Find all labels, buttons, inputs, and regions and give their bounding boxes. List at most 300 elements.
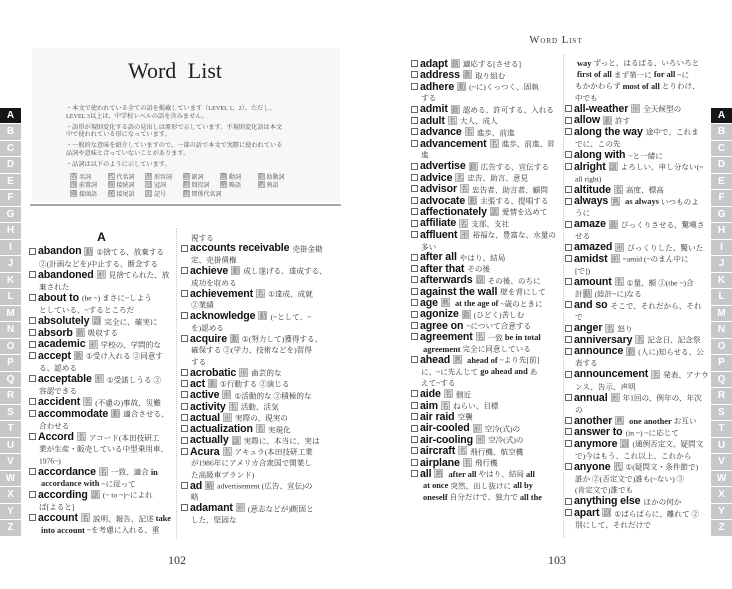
checkbox[interactable] <box>29 341 36 348</box>
headword: accounts receivable <box>190 242 290 255</box>
headword: another <box>574 414 613 427</box>
checkbox[interactable] <box>411 174 418 181</box>
thumb-tab-t[interactable]: T <box>711 421 732 438</box>
word-entry <box>565 150 711 162</box>
thumb-tab-x[interactable]: X <box>0 487 21 504</box>
checkbox[interactable] <box>411 402 418 409</box>
definition-text: 全天候型の <box>643 104 682 114</box>
page-number: 103 <box>548 553 566 567</box>
thumb-tab-o[interactable]: O <box>0 339 21 356</box>
legend-label: 関係代名詞 <box>191 191 222 198</box>
checkbox[interactable] <box>411 311 418 318</box>
phrase-text: ahead of <box>467 356 498 365</box>
checkbox[interactable] <box>29 514 36 521</box>
thumb-tab-c[interactable]: C <box>0 141 21 158</box>
checkbox[interactable] <box>565 428 572 435</box>
entry-line <box>181 367 339 378</box>
pos-badge: 動 <box>75 353 82 361</box>
thumb-tab-k[interactable]: K <box>711 273 732 290</box>
thumb-tab-f[interactable]: F <box>0 190 21 207</box>
definition-text: 棄された <box>39 282 70 292</box>
word-column-3 <box>411 58 563 502</box>
checkbox[interactable] <box>411 60 418 67</box>
thumb-tab-m[interactable]: M <box>0 306 21 323</box>
headword: all <box>420 467 432 480</box>
definition-text: ~と一緒に <box>628 151 663 161</box>
thumb-tab-g[interactable]: G <box>0 207 21 224</box>
checkbox[interactable] <box>29 271 36 278</box>
thumb-tab-q[interactable]: Q <box>0 372 21 389</box>
checkbox[interactable] <box>565 417 572 424</box>
thumb-tab-o[interactable]: O <box>711 339 732 356</box>
entry-line <box>565 300 711 312</box>
checkbox[interactable] <box>565 371 572 378</box>
entry-line <box>411 434 563 445</box>
entry-line <box>411 252 563 263</box>
definition-text: 略 <box>191 492 199 502</box>
headword: air raid <box>420 410 455 423</box>
thumb-tab-u[interactable]: U <box>0 438 21 455</box>
entry-line <box>29 269 174 281</box>
checkbox[interactable] <box>181 312 188 319</box>
checkbox[interactable] <box>565 244 572 251</box>
legend-label: 略語 <box>229 183 242 190</box>
word-entry <box>29 246 174 269</box>
thumb-tab-a[interactable]: A <box>0 108 21 125</box>
headword: ad <box>190 479 203 492</box>
definition-text: もかかわらず <box>575 81 621 91</box>
entry-line <box>181 356 339 367</box>
legend-item <box>145 189 183 198</box>
headword: account <box>38 512 78 525</box>
checkbox[interactable] <box>181 391 188 398</box>
checkbox[interactable] <box>411 299 418 306</box>
checkbox[interactable] <box>565 105 572 112</box>
entry-line <box>411 366 563 377</box>
checkbox[interactable] <box>411 254 418 261</box>
checkbox[interactable] <box>181 504 188 511</box>
definition-text: advertisement (広告、宣伝)の <box>217 481 313 491</box>
headword: amount <box>574 276 612 289</box>
definition-text: する <box>191 357 207 367</box>
checkbox[interactable] <box>29 491 36 498</box>
definition-text: 合わせる <box>39 421 70 431</box>
checkbox[interactable] <box>181 267 188 274</box>
intro-paragraph <box>66 161 306 169</box>
entry-line <box>29 304 174 316</box>
word-entry <box>29 489 174 512</box>
headword: actual <box>190 411 221 424</box>
checkbox[interactable] <box>565 255 572 262</box>
word-entry <box>411 229 563 252</box>
intro-line: ・語形が規則変化する語の見出しは原形で示しています。不規則変化語は本文 <box>66 123 283 131</box>
entry-line <box>411 320 563 331</box>
headword: actualization <box>190 423 253 436</box>
definition-text: を)認める <box>191 323 224 333</box>
headword: adapt <box>420 57 448 70</box>
headword: affluent <box>420 228 458 241</box>
legend-label: 接頭語 <box>79 191 98 198</box>
pos-badge: 形 <box>473 425 481 433</box>
definition-text: (肯定文で)誰でも <box>575 485 634 495</box>
phrase-text: into account <box>41 525 85 535</box>
checkbox[interactable] <box>411 470 418 477</box>
checkbox[interactable] <box>29 468 36 475</box>
checkbox[interactable] <box>411 276 418 283</box>
thumb-tab-j[interactable]: J <box>0 256 21 273</box>
checkbox[interactable] <box>181 245 188 252</box>
entry-line <box>411 149 563 160</box>
pos-badge: 熟 <box>612 198 619 206</box>
checkbox[interactable] <box>181 482 188 489</box>
checkbox[interactable] <box>29 410 36 417</box>
pos-badge: 副 <box>491 209 498 217</box>
entry-line <box>411 58 563 69</box>
definition-text: (人に)知らせる、公 <box>638 347 704 357</box>
thumb-tab-z[interactable]: Z <box>711 520 732 537</box>
word-entry <box>565 300 711 323</box>
entry-line <box>411 81 563 92</box>
definition-text: 支部、支社 <box>471 219 510 229</box>
entry-line <box>565 473 711 485</box>
word-entry <box>565 219 711 242</box>
legend-label: 記号 <box>154 191 167 198</box>
definition-text: そこで、それだから、それ <box>610 301 702 311</box>
checkbox[interactable] <box>29 317 36 324</box>
page-number: 102 <box>168 553 186 567</box>
thumb-tab-r[interactable]: R <box>0 388 21 405</box>
checkbox[interactable] <box>411 447 418 454</box>
entry-line <box>181 514 339 525</box>
checkbox[interactable] <box>181 448 188 455</box>
definition-text: 適合させる、 <box>123 409 169 419</box>
definition-text: アキュラ(本田技研工業 <box>234 447 313 457</box>
pos-badge: 形 <box>146 173 152 180</box>
thumb-tab-y[interactable]: Y <box>0 504 21 521</box>
word-column-1 <box>29 246 174 536</box>
word-column-2 <box>181 232 339 526</box>
checkbox[interactable] <box>181 380 188 387</box>
definition-text: 認める、許可する、入れる <box>462 105 554 115</box>
entry-line <box>411 92 563 103</box>
thumb-tab-l[interactable]: L <box>0 289 21 306</box>
entry-line <box>411 70 563 81</box>
checkbox[interactable] <box>565 336 572 343</box>
thumb-tab-y[interactable]: Y <box>711 504 732 521</box>
checkbox[interactable] <box>411 185 418 192</box>
entry-line <box>181 503 339 514</box>
pos-badge: 動 <box>209 381 216 389</box>
definition-text: 空冷(式)の <box>484 424 521 434</box>
checkbox[interactable] <box>565 301 572 308</box>
definition-text: 突然、出し抜けに <box>450 481 512 491</box>
checkbox[interactable] <box>411 231 418 238</box>
definition-text: た高級車ブランド) <box>191 470 255 480</box>
thumb-tab-n[interactable]: N <box>0 322 21 339</box>
checkbox[interactable] <box>29 294 36 301</box>
checkbox[interactable] <box>565 498 572 505</box>
legend-item <box>70 189 108 198</box>
definition-text: した、堅固な <box>191 515 237 525</box>
legend-label: 副詞 <box>191 174 204 181</box>
headword: alright <box>574 160 606 173</box>
checkbox[interactable] <box>565 463 572 470</box>
checkbox[interactable] <box>411 208 418 215</box>
pos-badge: 冠 <box>146 182 152 189</box>
definition-text: の <box>575 405 583 415</box>
headword: answer to <box>574 426 623 439</box>
entry-line <box>411 104 563 115</box>
word-entry <box>181 424 339 435</box>
pos-badge: 副 <box>609 163 617 171</box>
entry-line <box>29 432 174 444</box>
word-entry <box>411 332 563 355</box>
phrase-text: all the <box>519 492 542 502</box>
legend-item <box>183 189 221 198</box>
headword: advancement <box>420 137 487 150</box>
checkbox[interactable] <box>411 413 418 420</box>
thumb-tab-q[interactable]: Q <box>711 372 732 389</box>
headword: absolutely <box>38 315 90 328</box>
definition-text: ~に <box>677 70 690 80</box>
pos-badge: 形 <box>97 271 105 279</box>
headword: about to <box>38 291 79 304</box>
definition-text: 確保する ②(学力、技術などを)習得 <box>191 346 312 356</box>
thumb-tab-x[interactable]: X <box>711 487 732 504</box>
thumb-tab-n[interactable]: N <box>711 322 732 339</box>
thumb-tab-s[interactable]: S <box>0 405 21 422</box>
checkbox[interactable] <box>411 459 418 466</box>
checkbox[interactable] <box>565 440 572 447</box>
definition-text: 広告する、宣伝する <box>480 162 549 172</box>
entry-line <box>565 415 711 427</box>
word-entry <box>565 242 711 254</box>
thumb-tab-a[interactable]: A <box>711 108 732 125</box>
intro-paragraph <box>66 105 306 121</box>
thumb-tab-w[interactable]: W <box>711 471 732 488</box>
headword: always <box>574 195 609 208</box>
thumb-tab-l[interactable]: L <box>711 289 732 306</box>
definition-text: (通例否定文、疑問文 <box>632 439 704 449</box>
checkbox[interactable] <box>565 151 572 158</box>
word-entry <box>411 298 563 309</box>
phrase-text: as always <box>625 197 659 207</box>
pos-badge: 名 <box>461 186 468 194</box>
phrase-text: oneself <box>423 492 448 502</box>
thumb-tab-b[interactable]: B <box>711 124 732 141</box>
headword: amaze <box>574 218 606 231</box>
headword: advisor <box>420 183 457 196</box>
checkbox[interactable] <box>565 348 572 355</box>
checkbox[interactable] <box>411 425 418 432</box>
thumb-tab-e[interactable]: E <box>711 174 732 191</box>
checkbox[interactable] <box>565 117 572 124</box>
checkbox[interactable] <box>181 290 188 297</box>
thumb-tab-b[interactable]: B <box>0 124 21 141</box>
entry-line <box>181 469 339 480</box>
thumb-tab-i[interactable]: I <box>0 240 21 257</box>
checkbox[interactable] <box>181 437 188 444</box>
thumb-tab-s[interactable]: S <box>711 405 732 422</box>
headword: aim <box>420 399 438 412</box>
word-entry <box>181 435 339 446</box>
checkbox[interactable] <box>411 106 418 113</box>
word-entry <box>565 161 711 184</box>
legend-label: 熟語 <box>266 183 279 190</box>
definition-text: ②業績 <box>191 300 214 310</box>
entry-line <box>565 404 711 416</box>
word-entry <box>411 468 563 502</box>
definition-text: ②(計画などを)中止する、断念する <box>39 259 158 269</box>
checkbox[interactable] <box>411 390 418 397</box>
checkbox[interactable] <box>411 265 418 272</box>
entry-line <box>29 385 174 397</box>
checkbox[interactable] <box>411 197 418 204</box>
headword: announce <box>574 345 624 358</box>
thumb-tab-t[interactable]: T <box>0 421 21 438</box>
thumb-tab-h[interactable]: H <box>0 223 21 240</box>
checkbox[interactable] <box>565 186 572 193</box>
definition-text: 1976~) <box>39 456 61 466</box>
checkbox[interactable] <box>181 403 188 410</box>
thumb-tab-j[interactable]: J <box>711 256 732 273</box>
entry-line <box>29 501 174 513</box>
thumb-tab-g[interactable]: G <box>711 207 732 224</box>
word-entry <box>411 400 563 411</box>
checkbox[interactable] <box>411 117 418 124</box>
checkbox[interactable] <box>565 221 572 228</box>
entry-line <box>29 397 174 409</box>
entry-line <box>29 246 174 258</box>
headword: admit <box>420 103 448 116</box>
entry-line <box>411 218 563 229</box>
headword: active <box>190 389 220 402</box>
pos-badge: 名 <box>460 220 467 228</box>
checkbox[interactable] <box>29 352 36 359</box>
word-entry <box>565 334 711 346</box>
thumb-tab-h[interactable]: H <box>711 223 732 240</box>
headword: apart <box>574 506 600 519</box>
checkbox[interactable] <box>411 140 418 147</box>
checkbox[interactable] <box>411 220 418 227</box>
entry-line <box>565 138 711 150</box>
headword: address <box>420 69 460 82</box>
entry-line <box>565 230 711 242</box>
legend-label: 前置詞 <box>79 183 98 190</box>
entry-line <box>181 299 339 310</box>
thumb-tab-p[interactable]: P <box>711 355 732 372</box>
thumb-tab-k[interactable]: K <box>0 273 21 290</box>
checkbox[interactable] <box>411 356 418 363</box>
word-entry <box>29 432 174 467</box>
checkbox[interactable] <box>411 322 418 329</box>
checkbox[interactable] <box>29 433 36 440</box>
word-entry <box>565 323 711 335</box>
thumb-tab-v[interactable]: V <box>0 454 21 471</box>
checkbox[interactable] <box>565 198 572 205</box>
checkbox[interactable] <box>411 288 418 295</box>
checkbox[interactable] <box>411 333 418 340</box>
entry-line <box>565 196 711 208</box>
entry-line <box>29 316 174 328</box>
thumb-tab-d[interactable]: D <box>0 157 21 174</box>
checkbox[interactable] <box>411 83 418 90</box>
checkbox[interactable] <box>29 329 36 336</box>
definition-text: all right) <box>575 174 602 184</box>
thumb-tab-u[interactable]: U <box>711 438 732 455</box>
headword: abandon <box>38 245 82 258</box>
entry-line <box>181 401 339 412</box>
definition-text: (意志などが)断固と <box>247 504 314 514</box>
entry-line <box>411 229 563 240</box>
thumb-tab-d[interactable]: D <box>711 157 732 174</box>
pos-badge: 形 <box>95 376 103 384</box>
headword: anything else <box>574 495 641 508</box>
word-entry <box>411 115 563 126</box>
thumb-tab-e[interactable]: E <box>0 174 21 191</box>
checkbox[interactable] <box>411 128 418 135</box>
thumb-tab-z[interactable]: Z <box>0 520 21 537</box>
pos-badge: 前 <box>71 182 77 189</box>
checkbox[interactable] <box>411 436 418 443</box>
entry-line <box>565 150 711 162</box>
checkbox[interactable] <box>565 278 572 285</box>
definition-text: その後 <box>467 264 491 274</box>
checkbox[interactable] <box>565 163 572 170</box>
thumb-tab-c[interactable]: C <box>711 141 732 158</box>
checkbox[interactable] <box>181 369 188 376</box>
definition-text: 視する <box>191 233 214 243</box>
thumb-tab-m[interactable]: M <box>711 306 732 323</box>
entry-line <box>565 519 711 531</box>
legend-label: 形容詞 <box>154 174 173 181</box>
thumb-tab-w[interactable]: W <box>0 471 21 488</box>
headword: accept <box>38 349 71 362</box>
checkbox[interactable] <box>29 375 36 382</box>
thumb-tab-p[interactable]: P <box>0 355 21 372</box>
checkbox[interactable] <box>411 71 418 78</box>
thumb-tab-r[interactable]: R <box>711 388 732 405</box>
pos-badge: 熟 <box>258 182 264 189</box>
checkbox[interactable] <box>565 325 572 332</box>
pos-badge: 動 <box>627 348 635 356</box>
checkbox[interactable] <box>181 414 188 421</box>
checkbox[interactable] <box>411 163 418 170</box>
checkbox[interactable] <box>565 509 572 516</box>
pos-badge: 形 <box>224 415 231 422</box>
thumb-tab-i[interactable]: I <box>711 240 732 257</box>
checkbox[interactable] <box>29 248 36 255</box>
entry-line <box>181 378 339 389</box>
checkbox[interactable] <box>565 394 572 401</box>
definition-text: 完全に同意している <box>462 344 531 354</box>
checkbox[interactable] <box>181 425 188 432</box>
definition-text: いつものよ <box>660 197 699 207</box>
definition-text: やはり、結局 <box>459 253 506 263</box>
definition-text: 多い <box>421 242 437 252</box>
entry-line <box>411 480 563 491</box>
pos-badge: 形 <box>461 231 469 239</box>
thumb-tab-v[interactable]: V <box>711 454 732 471</box>
headword: age <box>420 297 438 310</box>
thumb-tab-f[interactable]: F <box>711 190 732 207</box>
word-entry <box>565 438 711 461</box>
pos-badge: 名 <box>636 337 644 345</box>
checkbox[interactable] <box>565 128 572 135</box>
checkbox[interactable] <box>29 398 36 405</box>
definition-text: 見捨てられた、放 <box>108 270 170 280</box>
checkbox[interactable] <box>181 335 188 342</box>
